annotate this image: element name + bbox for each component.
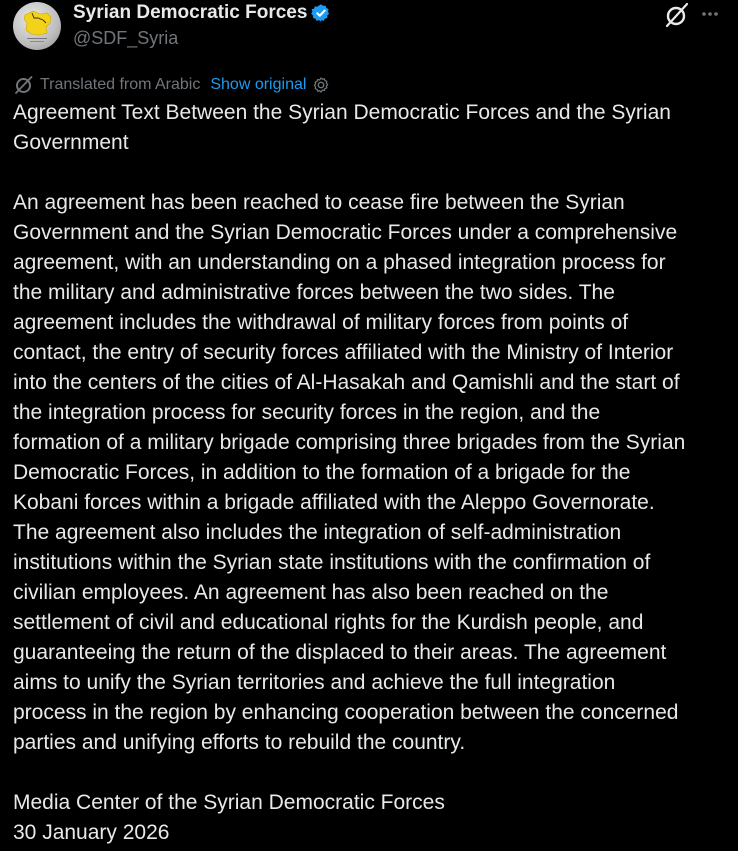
post-body-line: Kobani forces within a brigade affiliated with the Aleppo Governorate.: [13, 491, 655, 514]
post-title-line: Agreement Text Between the Syrian Democratic Forces and the Syrian: [13, 101, 671, 124]
post-text: [13, 98, 733, 848]
post-body-line: the integration process for security forces in the region, and the: [13, 401, 601, 424]
author-handle[interactable]: @SDF_Syria: [73, 28, 179, 48]
post-body-line: An agreement has been reached to cease fire between the Syrian: [13, 191, 625, 214]
paragraph-gap: [13, 758, 733, 788]
post-body-line: Government and the Syrian Democratic Forces under a comprehensive: [13, 221, 678, 244]
post-body-line: civilian employees. An agreement has also been reached on the: [13, 581, 609, 604]
post-body-line: Democratic Forces, in addition to the formation of a brigade for the: [13, 461, 631, 484]
show-original-link[interactable]: Show original: [210, 76, 307, 93]
post-body-line: agreement, with an understanding on a phased integration process for: [13, 251, 666, 274]
post-body-line: institutions within the Syrian state institutions with the confirmation of: [13, 551, 651, 574]
post-body-line: formation of a military brigade comprising three brigades from the Syrian: [13, 431, 686, 454]
post-title-line: Government: [13, 131, 129, 154]
post-date: 30 January 2026: [13, 821, 170, 844]
translation-bar: [14, 74, 330, 96]
verified-badge-icon[interactable]: [311, 3, 331, 23]
display-name-text: Syrian Democratic Forces: [73, 2, 308, 23]
signature-line: Media Center of the Syrian Democratic Forces: [13, 791, 445, 814]
paragraph-gap: [13, 158, 733, 188]
post-body-line: the military and administrative forces between the two sides. The: [13, 281, 615, 304]
post-body-line: agreement includes the withdrawal of military forces from points of: [13, 311, 629, 334]
sdf-logo-icon: [13, 2, 61, 50]
post-body-line: settlement of civil and educational rights for the Kurdish people, and: [13, 611, 644, 634]
avatar[interactable]: [13, 2, 61, 50]
translate-icon: [14, 75, 34, 95]
post-body-line: parties and unifying efforts to rebuild the country.: [13, 731, 466, 754]
post-body-line: process in the region by enhancing cooperation between the concerned: [13, 701, 679, 724]
post-body-line: contact, the entry of security forces affiliated with the Ministry of Interior: [13, 341, 674, 364]
more-horizontal-icon[interactable]: [700, 4, 720, 24]
translated-from-label: Translated from Arabic: [40, 76, 201, 93]
author-display-name[interactable]: [73, 2, 331, 24]
post-body-line: guaranteeing the return of the displaced to their areas. The agreement: [13, 641, 667, 664]
post-body-line: into the centers of the cities of Al-Hasakah and Qamishli and the start of: [13, 371, 680, 394]
post-body-line: The agreement also includes the integration of self-administration: [13, 521, 622, 544]
post-header: [0, 0, 738, 60]
gear-icon[interactable]: [312, 76, 330, 94]
grok-icon[interactable]: [664, 2, 690, 28]
post-body-line: aims to unify the Syrian territories and achieve the full integration: [13, 671, 616, 694]
